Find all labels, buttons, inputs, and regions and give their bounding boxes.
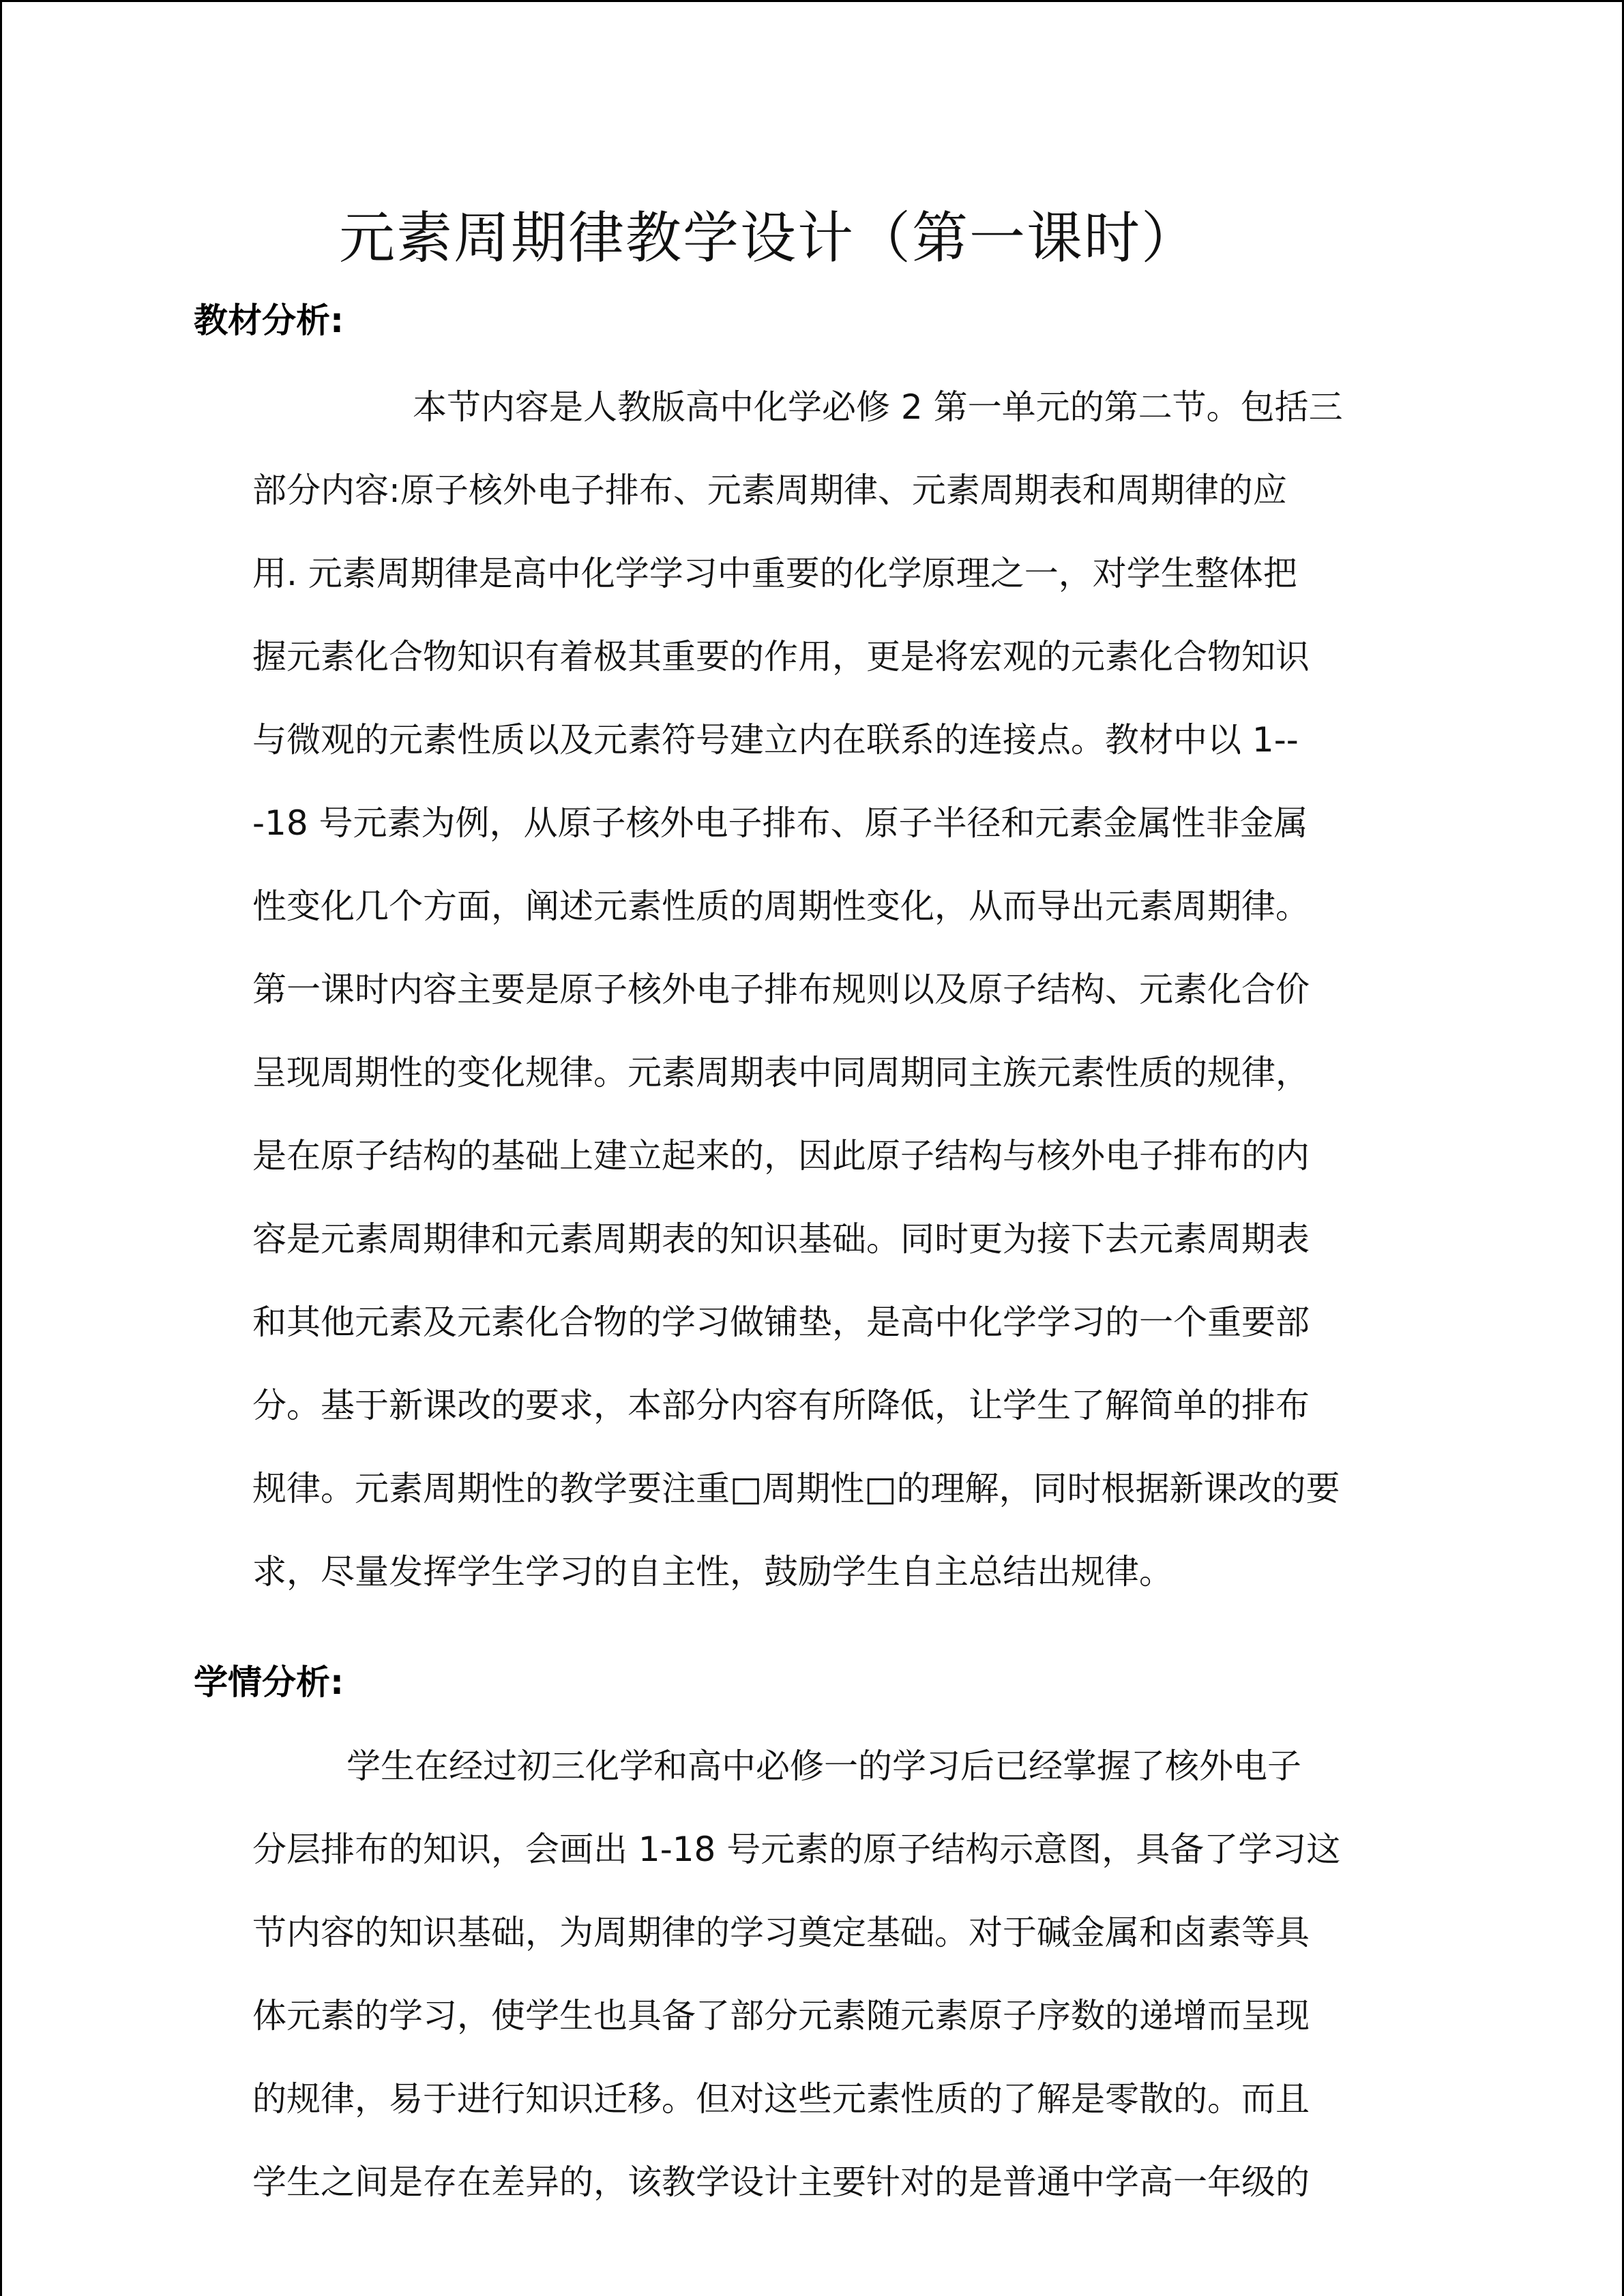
paragraph-line: 是在原子结构的基础上建立起来的，因此原子结构与核外电子排布的内 xyxy=(252,1136,1310,1176)
section-heading-student-analysis: 学情分析: xyxy=(194,1663,344,1702)
paragraph-line: 与微观的元素性质以及元素符号建立内在联系的连接点。教材中以 1-- xyxy=(252,720,1299,760)
paragraph-line: 容是元素周期律和元素周期表的知识基础。同时更为接下去元素周期表 xyxy=(252,1219,1310,1259)
paragraph-line: 求，尽量发挥学生学习的自主性，鼓励学生自主总结出规律。 xyxy=(252,1552,1173,1592)
paragraph-line: 第一课时内容主要是原子核外电子排布规则以及原子结构、元素化合价 xyxy=(252,970,1310,1009)
paragraph-line: 学生之间是存在差异的，该教学设计主要针对的是普通中学高一年级的 xyxy=(252,2162,1310,2202)
paragraph-line: 规律。元素周期性的教学要注重□周期性□的理解，同时根据新课改的要 xyxy=(252,1469,1340,1508)
paragraph-line: 分层排布的知识，会画出 1-18 号元素的原子结构示意图，具备了学习这 xyxy=(252,1830,1341,1869)
document-title: 元素周期律教学设计（第一课时） xyxy=(339,206,1199,271)
section-heading-textbook-analysis: 教材分析: xyxy=(194,301,344,340)
paragraph-line: 握元素化合物知识有着极其重要的作用，更是将宏观的元素化合物知识 xyxy=(252,637,1310,676)
paragraph-line: 节内容的知识基础，为周期律的学习奠定基础。对于碱金属和卤素等具 xyxy=(252,1913,1310,1952)
paragraph-line: 和其他元素及元素化合物的学习做铺垫，是高中化学学习的一个重要部 xyxy=(252,1302,1310,1342)
paragraph-line: 部分内容:原子核外电子排布、元素周期律、元素周期表和周期律的应 xyxy=(252,471,1287,510)
paragraph-line: 学生在经过初三化学和高中必修一的学习后已经掌握了核外电子 xyxy=(346,1746,1301,1786)
paragraph-line: 分。基于新课改的要求，本部分内容有所降低，让学生了解简单的排布 xyxy=(252,1386,1310,1425)
paragraph-line: 的规律，易于进行知识迁移。但对这些元素性质的了解是零散的。而且 xyxy=(252,2079,1310,2119)
paragraph-line: 性变化几个方面，阐述元素性质的周期性变化，从而导出元素周期律。 xyxy=(252,886,1310,926)
paragraph-line: 用. 元素周期律是高中化学学习中重要的化学原理之一，对学生整体把 xyxy=(252,554,1297,593)
paragraph-line: 本节内容是人教版高中化学必修 2 第一单元的第二节。包括三 xyxy=(413,387,1343,427)
paragraph-line: 体元素的学习，使学生也具备了部分元素随元素原子序数的递增而呈现 xyxy=(252,1996,1310,2036)
paragraph-line: -18 号元素为例，从原子核外电子排布、原子半径和元素金属性非金属 xyxy=(252,803,1308,843)
paragraph-line: 呈现周期性的变化规律。元素周期表中同周期同主族元素性质的规律， xyxy=(252,1053,1310,1092)
